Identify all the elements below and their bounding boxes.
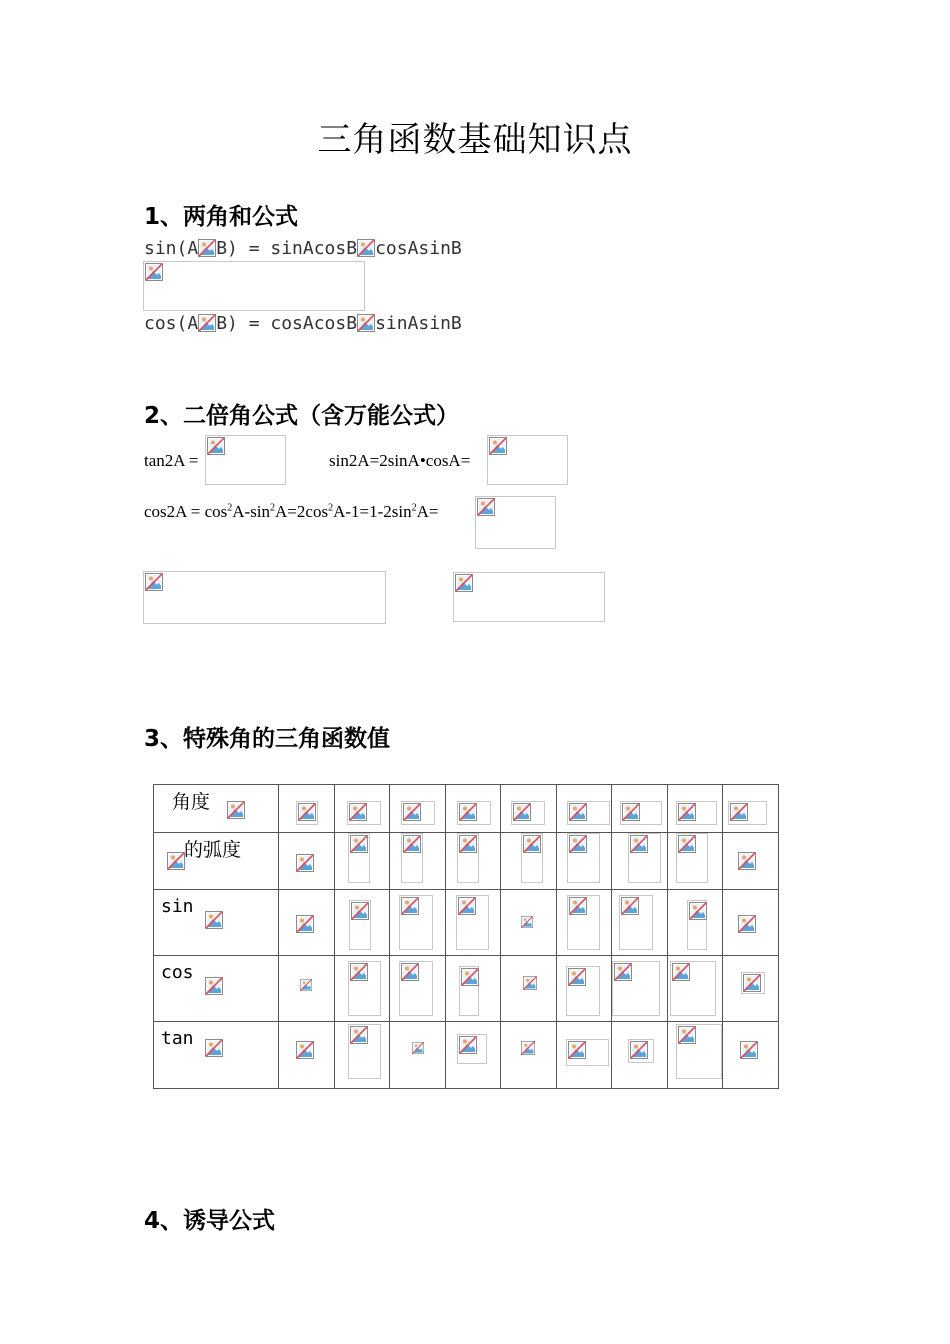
formula-text: B) = cosAcosB xyxy=(216,313,358,334)
table-cell xyxy=(390,1022,446,1089)
broken-image-icon xyxy=(622,803,640,821)
broken-image-icon xyxy=(477,498,495,516)
table-cell xyxy=(501,1022,557,1089)
broken-image-icon xyxy=(459,835,477,853)
table-cell xyxy=(446,890,501,956)
formula-text: sinAsinB xyxy=(375,313,462,334)
broken-image-icon xyxy=(403,803,421,821)
formula-text: cosAsinB xyxy=(375,238,462,259)
formula-text: sin(A xyxy=(144,238,199,259)
formula-text: A= xyxy=(416,502,439,521)
page-title: 三角函数基础知识点 xyxy=(317,120,633,160)
table-cell xyxy=(279,890,335,956)
broken-image-icon xyxy=(672,963,690,981)
broken-image-icon xyxy=(205,911,223,929)
broken-image-icon xyxy=(738,852,756,870)
table-cell xyxy=(335,833,390,890)
table-cell xyxy=(390,785,446,833)
broken-image-icon xyxy=(455,574,473,592)
row-label: cos xyxy=(161,962,194,983)
broken-image-icon xyxy=(568,1041,586,1059)
broken-image-icon xyxy=(630,1041,648,1059)
formula-text: A-1=1-2sin xyxy=(333,502,412,521)
row-label: tan xyxy=(161,1028,194,1049)
table-cell xyxy=(279,785,335,833)
row-label-cell xyxy=(154,1022,279,1089)
broken-image-icon xyxy=(523,835,541,853)
broken-image-icon xyxy=(227,801,245,819)
table-cell xyxy=(668,956,723,1022)
broken-image-icon xyxy=(198,239,216,257)
broken-image-icon xyxy=(458,897,476,915)
table-cell xyxy=(390,833,446,890)
broken-image-icon xyxy=(167,852,185,870)
table-cell xyxy=(446,833,501,890)
table-cell xyxy=(668,785,723,833)
table-cell xyxy=(446,1022,501,1089)
broken-image-icon xyxy=(198,314,216,332)
broken-image-icon xyxy=(351,902,369,920)
broken-image-icon xyxy=(207,437,225,455)
table-row-cos xyxy=(154,956,779,1022)
table-cell xyxy=(557,956,612,1022)
table-cell xyxy=(501,785,557,833)
table-cell xyxy=(557,1022,612,1089)
broken-image-icon xyxy=(205,977,223,995)
formula-image-universal-1 xyxy=(143,571,386,624)
table-row-radian xyxy=(154,833,779,890)
formula-image-tan-sum xyxy=(143,261,365,311)
table-cell xyxy=(557,833,612,890)
broken-image-icon xyxy=(205,1039,223,1057)
broken-image-icon xyxy=(296,915,314,933)
table-cell xyxy=(668,1022,723,1089)
broken-image-icon xyxy=(459,1036,477,1054)
special-angle-table xyxy=(153,784,779,1089)
broken-image-icon xyxy=(630,835,648,853)
broken-image-icon xyxy=(521,1039,535,1057)
formula-image-sin2a xyxy=(487,435,568,485)
broken-image-icon xyxy=(738,915,756,933)
section-heading-induction: 4、诱导公式 xyxy=(144,1208,276,1234)
broken-image-icon xyxy=(689,902,707,920)
broken-image-icon xyxy=(350,1026,368,1044)
table-row-sin xyxy=(154,890,779,956)
table-cell xyxy=(723,1022,779,1089)
broken-image-icon xyxy=(678,1026,696,1044)
formula-image-universal-2 xyxy=(453,572,605,622)
broken-image-icon xyxy=(678,835,696,853)
table-cell xyxy=(390,956,446,1022)
row-label-cell xyxy=(154,890,279,956)
broken-image-icon xyxy=(403,835,421,853)
table-cell xyxy=(501,890,557,956)
row-label: 的弧度 xyxy=(184,839,242,861)
table-cell xyxy=(668,833,723,890)
broken-image-icon xyxy=(461,968,479,986)
table-cell xyxy=(501,956,557,1022)
table-cell xyxy=(723,785,779,833)
formula-image-cos2a xyxy=(475,496,556,549)
exponent: 2 xyxy=(328,502,334,514)
formula-cos2a xyxy=(144,502,438,522)
table-cell xyxy=(668,890,723,956)
broken-image-icon xyxy=(521,913,533,931)
table-cell xyxy=(501,833,557,890)
broken-image-icon xyxy=(357,314,375,332)
table-cell xyxy=(279,1022,335,1089)
broken-image-icon xyxy=(401,897,419,915)
row-label-cell xyxy=(154,785,279,833)
broken-image-icon xyxy=(523,974,537,992)
formula-text: A=2cos xyxy=(275,502,329,521)
table-cell xyxy=(335,956,390,1022)
table-cell xyxy=(612,890,668,956)
broken-image-icon xyxy=(614,963,632,981)
broken-image-icon xyxy=(350,963,368,981)
table-cell xyxy=(612,956,668,1022)
broken-image-icon xyxy=(568,968,586,986)
table-row-tan xyxy=(154,1022,779,1089)
broken-image-icon xyxy=(349,803,367,821)
table-cell xyxy=(612,833,668,890)
broken-image-icon xyxy=(569,803,587,821)
table-cell xyxy=(446,956,501,1022)
row-label: 角度 xyxy=(172,791,211,813)
table-cell xyxy=(723,890,779,956)
section-heading-special-angles: 3、特殊角的三角函数值 xyxy=(144,726,391,752)
section-heading-sum-formula: 1、两角和公式 xyxy=(144,204,299,230)
broken-image-icon xyxy=(621,897,639,915)
table-cell xyxy=(279,833,335,890)
formula-sin-sum xyxy=(144,238,462,259)
broken-image-icon xyxy=(730,803,748,821)
formula-image-tan2a xyxy=(205,435,286,485)
formula-sin2a-label: sin2A=2sinA•cosA= xyxy=(329,451,471,470)
table-cell xyxy=(390,890,446,956)
broken-image-icon xyxy=(145,573,163,591)
table-cell xyxy=(723,833,779,890)
table-cell xyxy=(723,956,779,1022)
formula-text: A-sin xyxy=(232,502,271,521)
formula-text: B) = sinAcosB xyxy=(216,238,358,259)
table-row-degree xyxy=(154,785,779,833)
formula-text: cos(A xyxy=(144,313,199,334)
exponent: 2 xyxy=(411,502,417,514)
row-label-cell xyxy=(154,833,279,890)
table-cell xyxy=(335,785,390,833)
broken-image-icon xyxy=(145,263,163,281)
table-cell xyxy=(279,956,335,1022)
table-cell xyxy=(612,785,668,833)
formula-cos-sum xyxy=(144,313,462,334)
row-label: sin xyxy=(161,896,194,917)
formula-text: cos2A = cos xyxy=(144,502,228,521)
broken-image-icon xyxy=(678,803,696,821)
broken-image-icon xyxy=(459,803,477,821)
table-cell xyxy=(557,785,612,833)
broken-image-icon xyxy=(489,437,507,455)
row-label-cell xyxy=(154,956,279,1022)
broken-image-icon xyxy=(296,1041,314,1059)
table-cell xyxy=(446,785,501,833)
exponent: 2 xyxy=(270,502,276,514)
exponent: 2 xyxy=(227,502,233,514)
broken-image-icon xyxy=(412,1039,424,1057)
table-cell xyxy=(335,890,390,956)
broken-image-icon xyxy=(743,974,761,992)
broken-image-icon xyxy=(513,803,531,821)
broken-image-icon xyxy=(740,1041,758,1059)
broken-image-icon xyxy=(350,835,368,853)
broken-image-icon xyxy=(296,854,314,872)
table-cell xyxy=(557,890,612,956)
table-cell xyxy=(335,1022,390,1089)
table-cell xyxy=(612,1022,668,1089)
broken-image-icon xyxy=(401,963,419,981)
broken-image-icon xyxy=(357,239,375,257)
broken-image-icon xyxy=(569,835,587,853)
broken-image-icon xyxy=(300,976,312,994)
broken-image-icon xyxy=(298,803,316,821)
broken-image-icon xyxy=(569,897,587,915)
section-heading-double-angle: 2、二倍角公式（含万能公式） xyxy=(144,403,460,429)
formula-tan2a-label: tan2A = xyxy=(144,451,199,470)
